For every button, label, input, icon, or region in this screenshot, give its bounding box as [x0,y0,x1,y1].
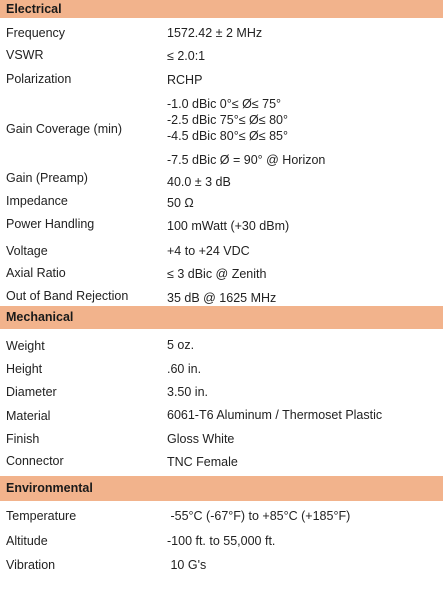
spec-label-material: Material [6,409,51,423]
spec-value-finish: Gloss White [167,432,235,446]
spec-label-temperature: Temperature [6,509,77,523]
spec-label-weight: Weight [6,339,45,353]
section-header-environmental: Environmental [0,476,443,501]
spec-label-frequency: Frequency [6,26,66,40]
spec-value-power-handling: 100 mWatt (+30 dBm) [167,219,290,233]
spec-value-material: 6061-T6 Aluminum / Thermoset Plastic [167,408,383,422]
spec-value-vibration: 10 G's [167,558,207,572]
spec-value-connector: TNC Female [167,455,238,469]
spec-value-gain-preamp: 40.0 ± 3 dB [167,175,231,189]
spec-value-height: .60 in. [167,362,202,376]
spec-label-finish: Finish [6,432,40,446]
section-header-electrical: Electrical [0,0,443,18]
spec-label-gain-coverage: Gain Coverage (min) [6,122,123,136]
spec-value-axial-ratio: ≤ 3 dBic @ Zenith [167,267,267,281]
spec-value-diameter: 3.50 in. [167,385,209,399]
spec-value-weight: 5 oz. [167,338,195,352]
spec-label-vibration: Vibration [6,558,56,572]
spec-value-altitude: -100 ft. to 55,000 ft. [167,534,276,548]
spec-label-impedance: Impedance [6,194,68,208]
spec-label-axial-ratio: Axial Ratio [6,266,66,280]
spec-label-polarization: Polarization [6,72,72,86]
spec-label-diameter: Diameter [6,385,57,399]
spec-value-frequency: 1572.42 ± 2 MHz [167,26,263,40]
spec-label-gain-preamp: Gain (Preamp) [6,171,88,185]
spec-value-voltage: +4 to +24 VDC [167,244,250,258]
spec-value-gain-coverage-3: -4.5 dBic 80°≤ Ø≤ 85° [167,129,288,143]
spec-label-height: Height [6,362,43,376]
spec-value-temperature: -55°C (-67°F) to +85°C (+185°F) [167,509,351,523]
spec-label-vswr: VSWR [6,48,44,62]
spec-label-altitude: Altitude [6,534,48,548]
spec-label-out-of-band-rejection: Out of Band Rejection [6,289,129,303]
spec-label-power-handling: Power Handling [6,217,95,231]
spec-value-gain-coverage-1: -1.0 dBic 0°≤ Ø≤ 75° [167,97,282,111]
spec-value-polarization: RCHP [167,73,203,87]
spec-label-voltage: Voltage [6,244,48,258]
spec-value-gain-coverage-2: -2.5 dBic 75°≤ Ø≤ 80° [167,113,288,127]
spec-label-connector: Connector [6,454,64,468]
section-header-mechanical: Mechanical [0,306,443,329]
spec-value-gain-coverage-4: -7.5 dBic Ø = 90° @ Horizon [167,153,326,167]
spec-value-impedance: 50 Ω [167,196,194,210]
spec-value-out-of-band-rejection: 35 dB @ 1625 MHz [167,291,277,305]
spec-value-vswr: ≤ 2.0:1 [167,49,206,63]
